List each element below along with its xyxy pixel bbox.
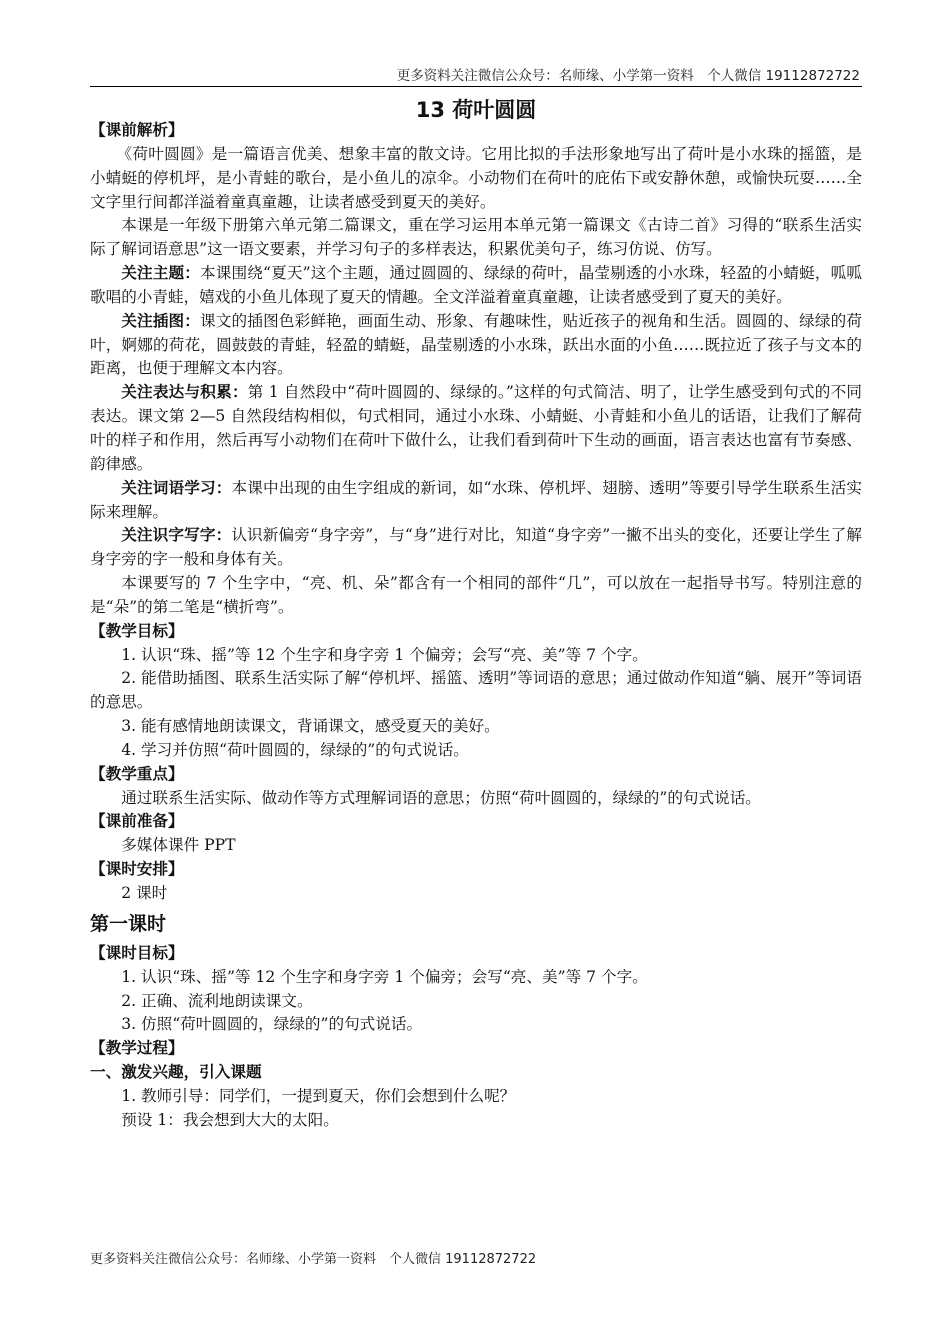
section-heading-schedule: 【课时安排】 bbox=[90, 860, 184, 879]
expression-label: 关注表达与积累： bbox=[121, 383, 248, 402]
literacy-text: 认识新偏旁“身字旁”，与“身”进行对比，知道“身字旁”一撇不出头的变化，还要让学生了解身字旁的字一般和身体有关。 bbox=[90, 526, 862, 569]
section-heading-prep: 【课前准备】 bbox=[90, 812, 184, 831]
analysis-expression bbox=[90, 381, 862, 476]
analysis-vocabulary bbox=[90, 477, 862, 525]
analysis-writing: 本课要写的 7 个生字中，“亮、机、朵”都含有一个相同的部件“几”，可以放在一起指导书写。特别注意的是“朵”的第二笔是“横折弯”。 bbox=[90, 574, 862, 616]
illustration-text: 课文的插图色彩鲜艳，画面生动、形象、有趣味性，贴近孩子的视角和生活。圆圆的、绿绿的荷叶，婀娜的荷花，圆鼓鼓的青蛙，轻盈的蜻蜓，晶莹剔透的小水珠，跃出水面的小鱼……既拉近了孩子与文本的距离，也便于理解文本内容。 bbox=[90, 311, 862, 378]
theme-label: 关注主题： bbox=[121, 264, 200, 283]
process-step-text: 1. 教师引导：同学们，一提到夏天，你们会想到什么呢？ bbox=[121, 1086, 516, 1105]
lesson-title: 第一课时 bbox=[90, 912, 167, 935]
analysis-paragraph-1: 《荷叶圆圆》是一篇语言优美、想象丰富的散文诗。它用比拟的手法形象地写出了荷叶是小水珠的摇篮，是小蜻蜓的停机坪，是小青蛙的歌台，是小鱼儿的凉伞。小动物们在荷叶的庇佑下或安静休憩，或愉快玩耍……全文字里行间都洋溢着童真童趣，让读者感受到夏天的美好。 bbox=[90, 144, 862, 211]
section-heading-focus: 【教学重点】 bbox=[90, 764, 184, 783]
lesson-goal-item: 1. 认识“珠、摇”等 12 个生字和身字旁 1 个偏旁；会写“亮、美”等 7 个字。 bbox=[121, 967, 648, 986]
page-title: 13 荷叶圆圆 bbox=[415, 98, 537, 122]
analysis-theme bbox=[90, 262, 862, 310]
section-heading-goals: 【教学目标】 bbox=[90, 621, 184, 640]
prep-text: 多媒体课件 PPT bbox=[121, 836, 236, 855]
goal-item: 1. 认识“珠、摇”等 12 个生字和身字旁 1 个偏旁；会写“亮、美”等 7 个字。 bbox=[121, 645, 648, 664]
goal-item: 4. 学习并仿照“荷叶圆圆的，绿绿的”的句式说话。 bbox=[121, 740, 469, 759]
section-heading-lesson-goals: 【课时目标】 bbox=[90, 943, 184, 962]
vocabulary-label: 关注词语学习： bbox=[121, 478, 232, 497]
section-heading-process: 【教学过程】 bbox=[90, 1039, 184, 1058]
expression-text: 第 1 自然段中“荷叶圆圆的、绿绿的。”这样的句式简洁、明了，让学生感受到句式的不同表达。课文第 2—5 自然段结构相似，句式相同，通过小水珠、小蜻蜓、小青蛙和小鱼儿的话语，让我们了解荷叶的样子和作用，然后再写小动物们在荷叶下做什么，让我们看到荷叶下生动的画面，语言表达也富有节奏感、韵律感。 bbox=[90, 383, 862, 473]
analysis-paragraph-2: 本课是一年级下册第六单元第二篇课文，重在学习运用本单元第一篇课文《古诗二首》习得的“联系生活实际了解词语意思”这一语文要素，并学习句子的多样表达，积累优美句子，练习仿说、仿写。 bbox=[90, 216, 862, 259]
illustration-label: 关注插图： bbox=[121, 311, 201, 330]
main-content bbox=[90, 119, 862, 1133]
section-heading-analysis: 【课前解析】 bbox=[90, 121, 184, 139]
page-header: 更多资料关注微信公众号：名师缘、小学第一资料 个人微信 19112872722 bbox=[396, 68, 860, 84]
goal-item: 3. 能有感情地朗读课文，背诵课文，感受夏天的美好。 bbox=[121, 717, 500, 736]
page-footer: 更多资料关注微信公众号：名师缘、小学第一资料 个人微信 19112872722 bbox=[90, 1252, 537, 1267]
lesson-goal-item: 2. 正确、流利地朗读课文。 bbox=[121, 991, 313, 1010]
vocabulary-text: 本课中出现的由生字组成的新词，如“水珠、停机坪、翅膀、透明”等要引导学生联系生活实际来理解。 bbox=[90, 478, 862, 521]
process-step-text: 预设 1：我会想到大大的太阳。 bbox=[121, 1110, 339, 1129]
header-divider bbox=[90, 86, 862, 87]
schedule-text: 2 课时 bbox=[121, 884, 168, 902]
goal-item: 2. 能借助插图、联系生活实际了解“停机坪、摇篮、透明”等词语的意思；通过做动作知道“躺、展开”等词语的意思。 bbox=[90, 669, 862, 712]
theme-text: 本课围绕“夏天”这个主题，通过圆圆的、绿绿的荷叶，晶莹剔透的小水珠，轻盈的小蜻蜓，呱呱歌唱的小青蛙，嬉戏的小鱼儿体现了夏天的情趣。全文洋溢着童真童趣，让读者感受到了夏天的美好。 bbox=[90, 264, 862, 306]
focus-text: 通过联系生活实际、做动作等方式理解词语的意思；仿照“荷叶圆圆的，绿绿的”的句式说话。 bbox=[121, 788, 761, 807]
analysis-illustration bbox=[90, 310, 862, 382]
lesson-goal-item: 3. 仿照“荷叶圆圆的，绿绿的”的句式说话。 bbox=[121, 1015, 423, 1034]
process-step-heading: 一、激发兴趣，引入课题 bbox=[90, 1063, 262, 1082]
literacy-label: 关注识字写字： bbox=[121, 526, 232, 545]
analysis-literacy bbox=[90, 524, 862, 572]
